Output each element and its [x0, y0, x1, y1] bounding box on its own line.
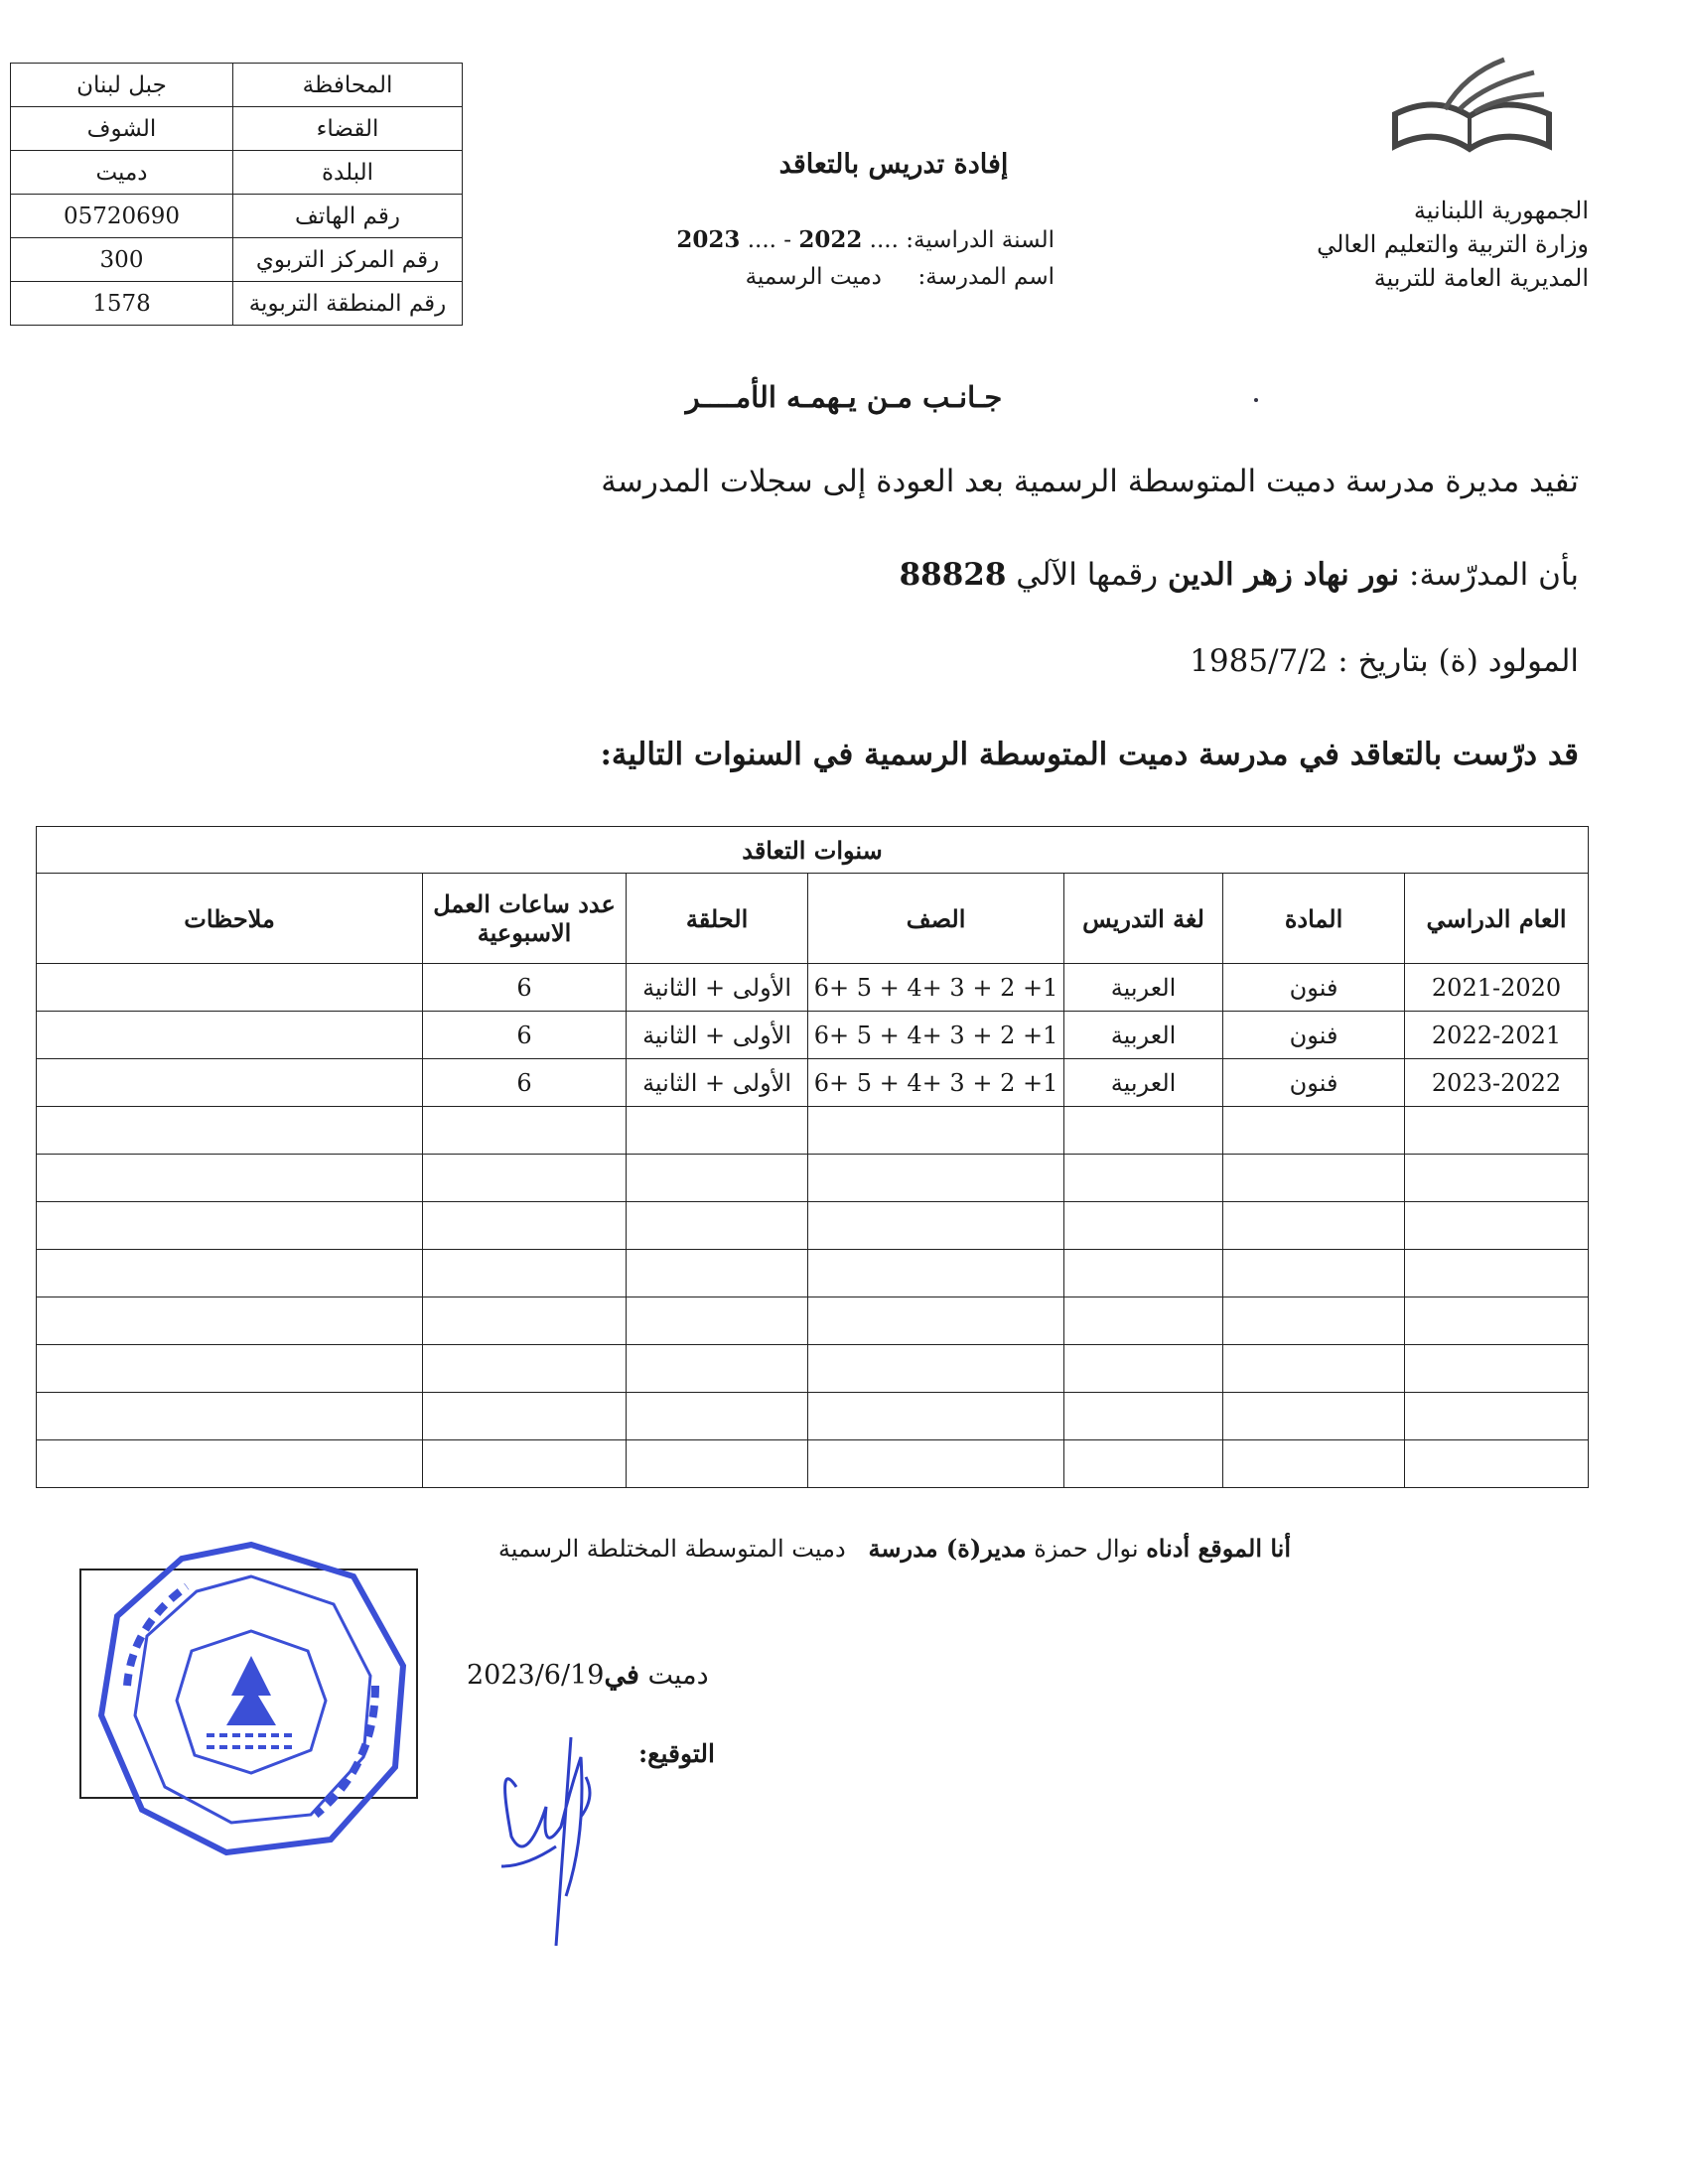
table-cell [37, 1059, 423, 1107]
contract-years-table [36, 826, 1589, 1488]
table-cell [1064, 1393, 1223, 1440]
signer-line [298, 1534, 1291, 1563]
table-cell: فنون [1223, 964, 1405, 1012]
table-cell: 1+ 2 + 3 +4 + 5 +6 [808, 1012, 1064, 1059]
issue-date: 2023/6/19 [467, 1660, 605, 1691]
info-row [11, 151, 463, 195]
table-cell [1405, 1440, 1589, 1488]
table-cell [627, 1393, 808, 1440]
table-cell: الأولى + الثانية [627, 964, 808, 1012]
signature-label: التوقيع: [637, 1739, 715, 1768]
table-cell [1064, 1250, 1223, 1297]
table-cell [1064, 1297, 1223, 1345]
column-header: المادة [1223, 874, 1405, 964]
table-cell [37, 1250, 423, 1297]
table-cell: فنون [1223, 1059, 1405, 1107]
table-cell: العربية [1064, 964, 1223, 1012]
table-cell [808, 1155, 1064, 1202]
school-name: دميت الرسمية [745, 264, 882, 290]
empty-row [37, 1440, 1589, 1488]
info-label: رقم المركز التربوي [233, 238, 463, 282]
empty-row [37, 1345, 1589, 1393]
table-cell [37, 1440, 423, 1488]
intro-paragraph: تفيد مديرة مدرسة دميت المتوسطة الرسمية بعد العودة إلى سجلات المدرسة [601, 464, 1579, 499]
table-cell: 6 [423, 964, 627, 1012]
info-label: رقم الهاتف [233, 195, 463, 238]
table-cell [1064, 1440, 1223, 1488]
school-year-from: 2022 [798, 226, 863, 253]
table-cell [37, 1393, 423, 1440]
table-cell [808, 1297, 1064, 1345]
info-label: القضاء [233, 107, 463, 151]
ministry-name: وزارة التربية والتعليم العالي [1317, 230, 1589, 258]
table-row [37, 1059, 1589, 1107]
table-cell [423, 1250, 627, 1297]
info-row [11, 64, 463, 107]
table-cell [423, 1345, 627, 1393]
empty-row [37, 1155, 1589, 1202]
table-cell [627, 1107, 808, 1155]
handwritten-signature-icon [487, 1698, 626, 1946]
signer-prefix: أنا الموقع أدناه [1146, 1534, 1291, 1563]
table-cell [1223, 1345, 1405, 1393]
table-cell [808, 1250, 1064, 1297]
info-value: جبل لبنان [11, 64, 233, 107]
table-cell [627, 1250, 808, 1297]
table-cell [423, 1297, 627, 1345]
table-cell: 1+ 2 + 3 +4 + 5 +6 [808, 964, 1064, 1012]
empty-row [37, 1107, 1589, 1155]
info-value: دميت [11, 151, 233, 195]
table-cell [423, 1393, 627, 1440]
info-label: المحافظة [233, 64, 463, 107]
table-cell [1064, 1202, 1223, 1250]
table-cell [423, 1107, 627, 1155]
empty-row [37, 1393, 1589, 1440]
table-cell [37, 1107, 423, 1155]
school-year-to: 2023 [676, 226, 741, 253]
table-cell: 6 [423, 1012, 627, 1059]
table-cell [627, 1155, 808, 1202]
table-cell [627, 1297, 808, 1345]
table-cell [423, 1155, 627, 1202]
info-value: 05720690 [11, 195, 233, 238]
teacher-prefix: بأن المدرّسة: [1409, 557, 1579, 593]
table-cell [1405, 1393, 1589, 1440]
table-cell: فنون [1223, 1012, 1405, 1059]
salutation: جـانـب مـن يـهمـه الأمــــر [685, 380, 1003, 414]
table-cell: العربية [1064, 1012, 1223, 1059]
table-cell [37, 964, 423, 1012]
table-cell [1223, 1107, 1405, 1155]
table-cell [627, 1440, 808, 1488]
table-cell [1064, 1345, 1223, 1393]
birth-date: 1985/7/2 [1190, 643, 1329, 679]
table-cell [808, 1202, 1064, 1250]
empty-row [37, 1250, 1589, 1297]
column-header: عدد ساعات العمل الاسبوعية [423, 874, 627, 964]
date-line [467, 1660, 784, 1691]
table-cell [37, 1297, 423, 1345]
republic-name: الجمهورية اللبنانية [1413, 197, 1589, 224]
table-cell [37, 1345, 423, 1393]
table-cell [627, 1202, 808, 1250]
table-cell [37, 1012, 423, 1059]
table-cell [1064, 1155, 1223, 1202]
info-value: 1578 [11, 282, 233, 326]
info-value: الشوف [11, 107, 233, 151]
table-cell [808, 1345, 1064, 1393]
table-cell [1223, 1440, 1405, 1488]
table-cell: 1+ 2 + 3 +4 + 5 +6 [808, 1059, 1064, 1107]
info-row [11, 107, 463, 151]
column-header: ملاحظات [37, 874, 423, 964]
table-cell [1405, 1250, 1589, 1297]
table-cell: 2021-2020 [1405, 964, 1589, 1012]
table-cell [1223, 1250, 1405, 1297]
ink-mark-icon [1251, 397, 1261, 403]
birth-paragraph [387, 643, 1579, 679]
school-year-line: السنة الدراسية: .... 2022 - .... 2023 [676, 226, 1055, 253]
document-title: إفادة تدريس بالتعاقد [778, 149, 1009, 180]
info-label: رقم المنطقة التربوية [233, 282, 463, 326]
teacher-number-label: رقمها الآلي [1016, 557, 1159, 593]
school-stamp-icon [87, 1537, 415, 1864]
empty-row [37, 1297, 1589, 1345]
table-cell: الأولى + الثانية [627, 1012, 808, 1059]
date-word: في [604, 1660, 639, 1691]
directorate-name: المديرية العامة للتربية [1373, 264, 1589, 292]
signer-name: نوال حمزة [1034, 1535, 1139, 1563]
table-cell [423, 1202, 627, 1250]
table-cell [1223, 1155, 1405, 1202]
ministry-header [1261, 194, 1589, 295]
column-header: الحلقة [627, 874, 808, 964]
table-cell [808, 1440, 1064, 1488]
table-cell: 2022-2021 [1405, 1012, 1589, 1059]
teacher-number: 88828 [899, 557, 1007, 593]
column-header: لغة التدريس [1064, 874, 1223, 964]
ministry-logo-icon [1385, 55, 1559, 159]
teacher-paragraph [387, 557, 1579, 593]
table-cell: الأولى + الثانية [627, 1059, 808, 1107]
signer-role: مدير(ة) مدرسة [868, 1534, 1027, 1563]
table-cell [1223, 1202, 1405, 1250]
table-cell [1064, 1107, 1223, 1155]
table-cell [808, 1107, 1064, 1155]
teacher-name: نور نهاد زهر الدين [1168, 557, 1400, 593]
table-cell [37, 1155, 423, 1202]
table-cell: 2023-2022 [1405, 1059, 1589, 1107]
school-name-label: اسم المدرسة: [917, 264, 1055, 290]
info-row [11, 282, 463, 326]
table-cell [1223, 1393, 1405, 1440]
table-cell [627, 1345, 808, 1393]
table-cell [1405, 1155, 1589, 1202]
birth-prefix: المولود (ة) بتاريخ : [1337, 643, 1579, 679]
table-row [37, 964, 1589, 1012]
empty-row [37, 1202, 1589, 1250]
table-cell [1223, 1297, 1405, 1345]
info-table [10, 63, 463, 326]
place: دميت [647, 1660, 709, 1691]
table-cell [37, 1202, 423, 1250]
table-cell [1405, 1107, 1589, 1155]
table-cell [1405, 1202, 1589, 1250]
table-cell [1405, 1297, 1589, 1345]
column-header: العام الدراسي [1405, 874, 1589, 964]
table-row [37, 1012, 1589, 1059]
info-value: 300 [11, 238, 233, 282]
school-year-label: السنة الدراسية: [906, 227, 1055, 253]
school-name-line [637, 264, 1055, 290]
info-row [11, 238, 463, 282]
table-cell [423, 1440, 627, 1488]
taught-paragraph: قد درّست بالتعاقد في مدرسة دميت المتوسطة الرسمية في السنوات التالية: [600, 737, 1579, 772]
info-label: البلدة [233, 151, 463, 195]
signer-school: دميت المتوسطة المختلطة الرسمية [497, 1535, 846, 1563]
info-row [11, 195, 463, 238]
table-cell [808, 1393, 1064, 1440]
table-cell [1405, 1345, 1589, 1393]
table-cell: العربية [1064, 1059, 1223, 1107]
table-cell: 6 [423, 1059, 627, 1107]
table-caption: سنوات التعاقد [37, 827, 1589, 874]
column-header: الصف [808, 874, 1064, 964]
